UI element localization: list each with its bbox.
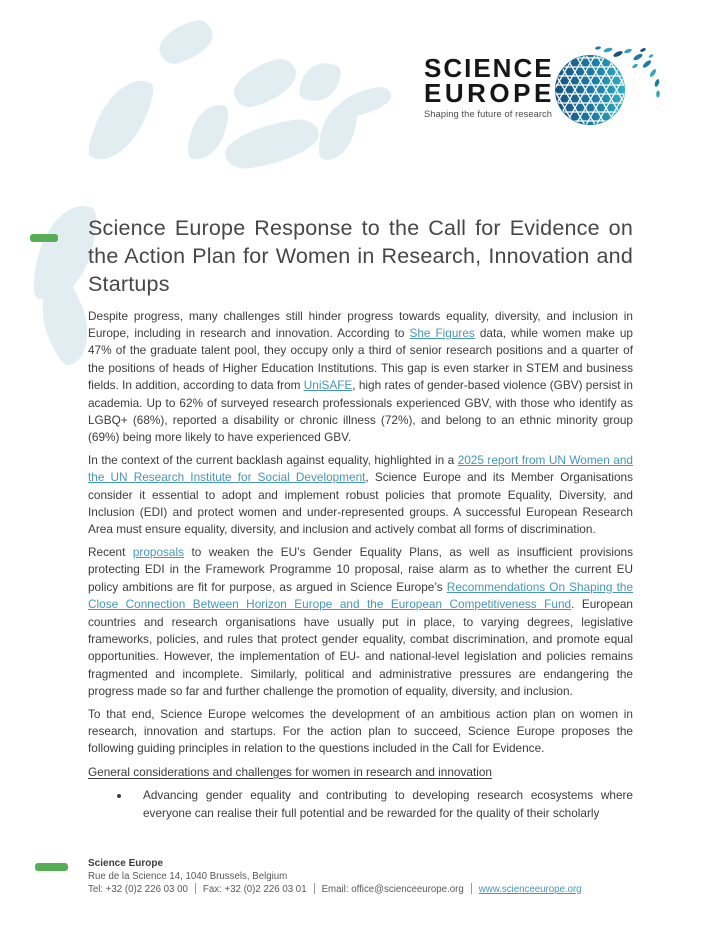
hyperlink[interactable]: Recommendations On Shaping the Close Connection Between Horizon Europe and the European Competitiveness Fund — [88, 579, 634, 612]
logo-word-science: SCIENCE — [424, 53, 554, 83]
hyperlink[interactable]: 2025 report from UN Women and the UN Research Institute for Social Development — [88, 452, 633, 485]
leaf-decoration — [295, 55, 346, 110]
text-run: Despite progress, many challenges still hinder progress towards equality, diversity, and inclusion in Europe, including in research and innovation. According to — [88, 308, 633, 341]
text-run: . European countries and research organisations have usually put in place, to varying degrees, legislative frameworks, policies, and rules that protect gender equality, combat discrimination, and promote equal opportunities. However, the implementation of EU- and national-level legislation and policies remains fragmented and incomplete. Similarly, political and administrative pressures are endangering the progress made so far and further challenge the promotion of equality, diversity, and inclusion. — [88, 597, 633, 699]
hyperlink[interactable]: UniSAFE — [303, 378, 353, 393]
title-accent-bar — [30, 234, 58, 242]
leaf-decoration — [228, 55, 303, 112]
bullet-text: Advancing gender equality and contributing to developing research ecosystems where everyone can realise their full potential and be rewarded for the quality of their scholarly — [143, 788, 633, 820]
text-run: To that end, Science Europe welcomes the development of an ambitious action plan on women in research, innovation and startups. For the action plan to succeed, Science Europe proposes the following guiding principles in relation to the questions included in the Call for Evidence. — [88, 706, 633, 756]
logo-tagline: Shaping the future of research — [424, 109, 553, 119]
body-paragraphs — [88, 308, 633, 758]
footer-email: Email: office@scienceeurope.org — [321, 883, 464, 895]
leaf-decoration — [336, 85, 394, 120]
paragraph — [88, 706, 633, 758]
page-footer — [88, 858, 688, 896]
text-run: , high rates of gender-based violence (GBV) persist in academia. Up to 62% of surveyed research professionals experienced GBV, with those who identify as LGBQ+ (68%), reported a disability or chronic illness (72%), and belong to an ethnic minority group (69%) being more likely to have experienced GBV. — [88, 378, 633, 445]
text-run: , Science Europe and its Member Organisations consider it essential to adopt and implement robust policies that promote Equality, Diversity, and Inclusion (EDI) and protect women and under-represented groups. A successful European Research Area must ensure equality, diversity, and inclusion and actively combat all forms of discrimination. — [88, 470, 634, 537]
document-content — [88, 214, 633, 822]
science-europe-logo — [424, 53, 560, 119]
leaf-decoration — [82, 69, 160, 170]
bullet-icon — [117, 794, 121, 798]
footer-contact-line — [88, 883, 688, 896]
hyperlink[interactable]: She Figures — [409, 326, 475, 341]
separator — [314, 883, 315, 894]
footer-tel: Tel: +32 (0)2 226 03 00 — [88, 883, 188, 895]
page-title: Science Europe Response to the Call for Evidence on the Action Plan for Women in Research, Innovation and Startups — [88, 216, 633, 297]
footer-address: Rue de la Science 14, 1040 Brussels, Belgium — [88, 870, 288, 882]
text-run: Recent — [88, 544, 133, 559]
text-run: In the context of the current backlash against equality, highlighted in a — [88, 452, 458, 467]
logo-word-europe: EUROPE — [424, 78, 555, 108]
hyperlink[interactable]: proposals — [132, 544, 184, 559]
footer-fax: Fax: +32 (0)2 226 03 01 — [202, 883, 307, 895]
paragraph — [88, 544, 633, 701]
geodesic-sphere-icon — [550, 44, 662, 128]
separator — [195, 883, 196, 894]
footer-website-link[interactable]: www.scienceeurope.org — [478, 883, 582, 895]
footer-org-name: Science Europe — [88, 858, 164, 869]
list-item — [88, 787, 633, 822]
leaf-decoration — [221, 116, 322, 172]
text-run: data, while women make up 47% of the graduate talent pool, they occupy only a third of senior research positions and a quarter of the positions of heads of Higher Education Institutions. This gap is even starker in STEM and business fields. In addition, according to data from — [88, 326, 633, 393]
leaf-decoration — [154, 17, 218, 67]
footer-accent-bar — [35, 863, 68, 871]
separator — [471, 883, 472, 894]
section-heading: General considerations and challenges for women in research and innovation — [88, 764, 492, 779]
text-run: to weaken the EU’s Gender Equality Plans, as well as insufficient provisions protecting EDI in the Framework Programme 10 proposal, raise alarm as to whether the current EU policy ambitions are fit for purpose, as argued in Science Europe’s — [88, 544, 634, 594]
paragraph — [88, 452, 633, 539]
paragraph — [88, 308, 633, 447]
